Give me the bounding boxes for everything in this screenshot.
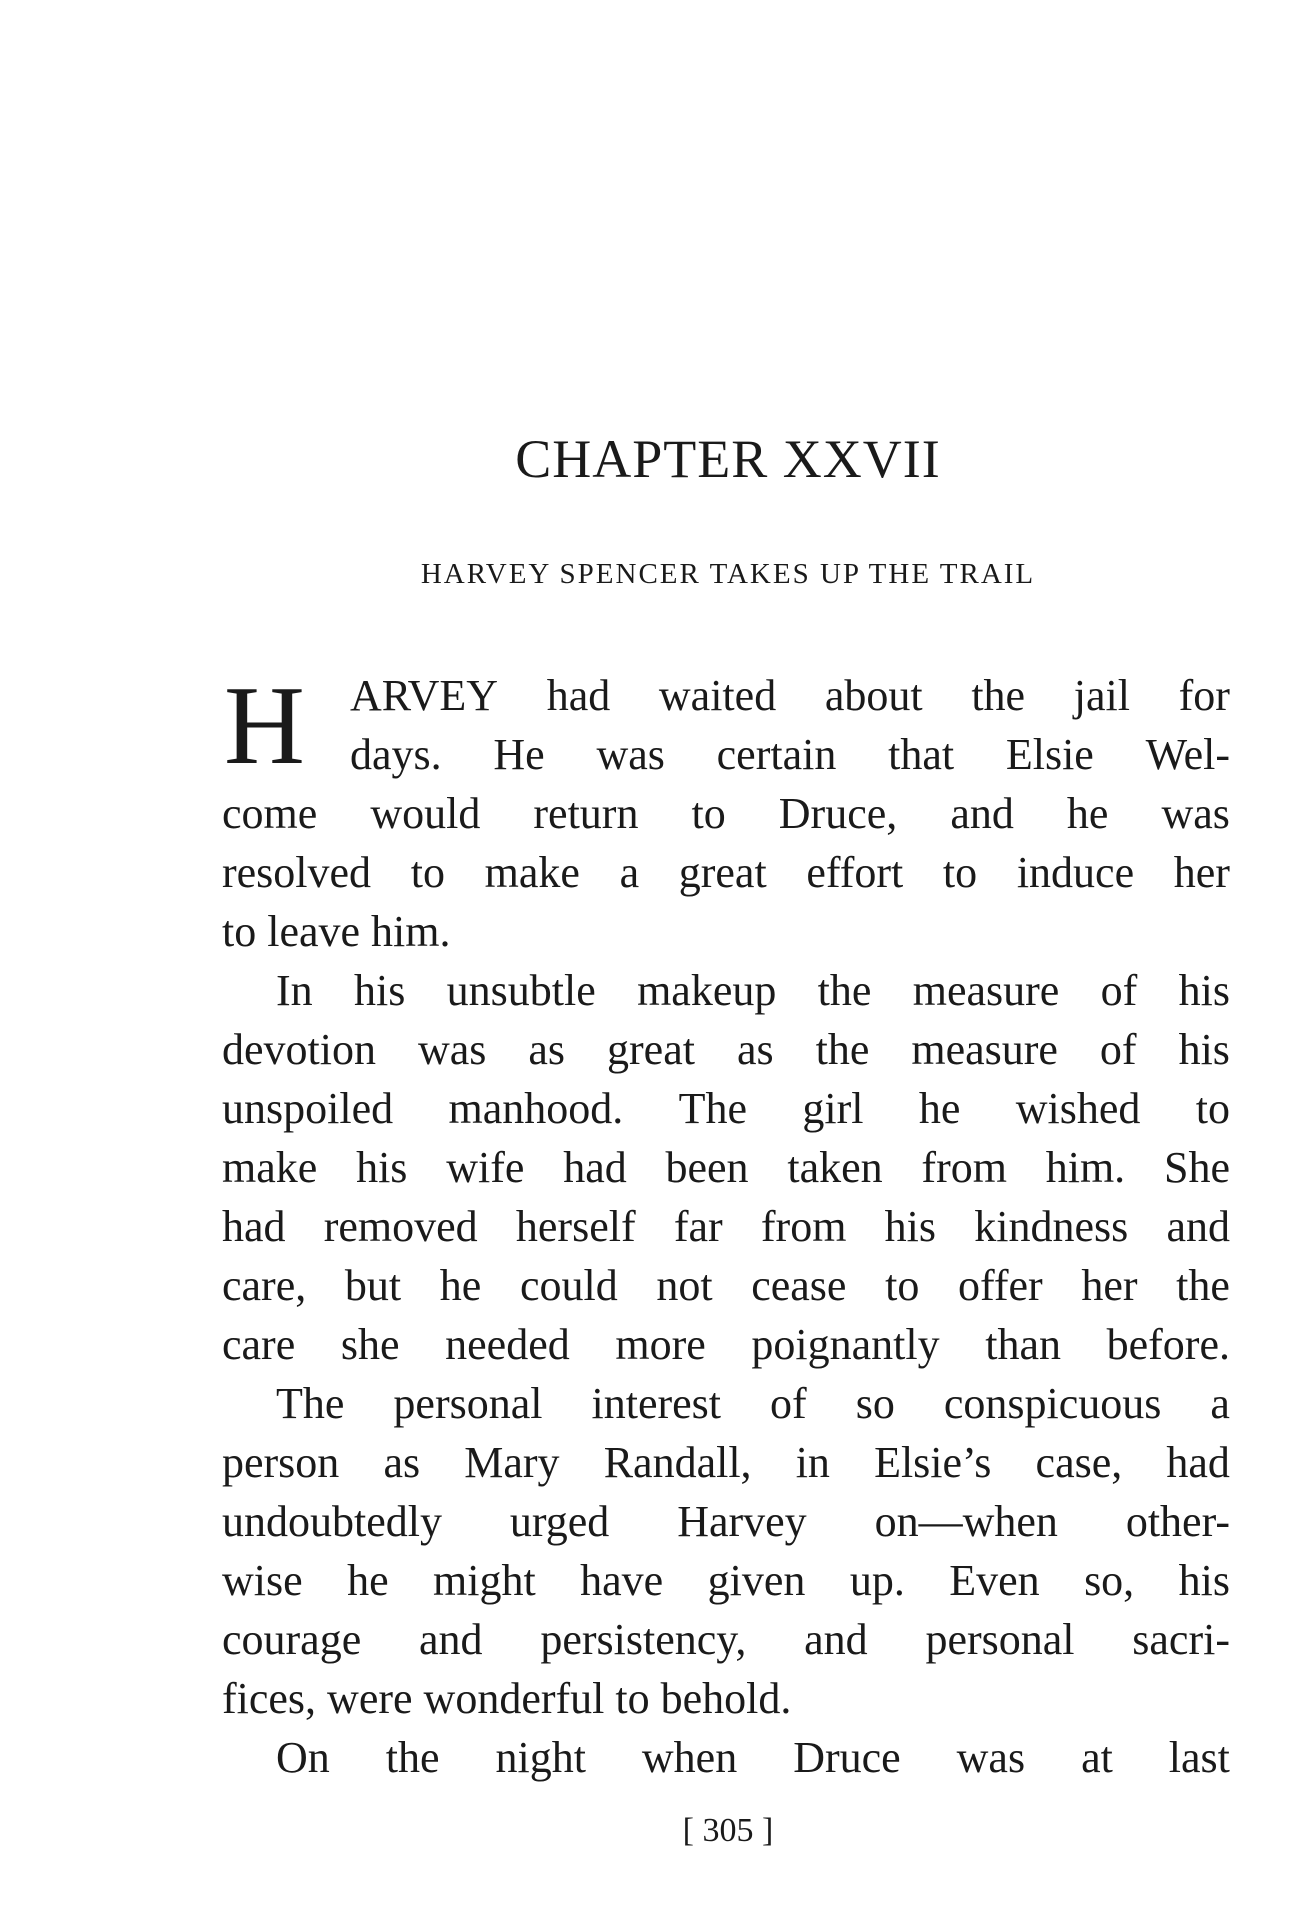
text-line bbox=[222, 1256, 1230, 1315]
word: to bbox=[1195, 1084, 1230, 1133]
word: to bbox=[410, 848, 445, 897]
word: wife bbox=[446, 1143, 525, 1192]
word: a bbox=[1210, 1379, 1230, 1428]
word: The bbox=[276, 1379, 345, 1428]
word: as bbox=[736, 1025, 774, 1074]
word: kindness bbox=[974, 1202, 1129, 1251]
word: come bbox=[222, 789, 318, 838]
word: taken bbox=[787, 1143, 883, 1192]
word: and bbox=[1166, 1202, 1230, 1251]
word: care bbox=[222, 1320, 296, 1369]
word: to bbox=[691, 789, 726, 838]
word: a bbox=[619, 848, 640, 897]
word: night bbox=[495, 1733, 586, 1782]
word: of bbox=[1099, 1025, 1137, 1074]
text-line bbox=[222, 1020, 1230, 1079]
word: and bbox=[950, 789, 1014, 838]
word: was bbox=[417, 1025, 487, 1074]
word: needed bbox=[445, 1320, 570, 1369]
word: could bbox=[519, 1261, 618, 1310]
word: urged bbox=[509, 1497, 610, 1546]
word: Druce, bbox=[778, 789, 898, 838]
word: ARVEY bbox=[350, 671, 499, 720]
word: In bbox=[276, 966, 313, 1015]
word: On bbox=[276, 1733, 330, 1782]
word: jail bbox=[1073, 671, 1130, 720]
word: removed bbox=[323, 1202, 478, 1251]
word: unsubtle bbox=[446, 966, 596, 1015]
word: girl bbox=[802, 1084, 864, 1133]
word: case, bbox=[1035, 1438, 1123, 1487]
word: him. bbox=[1045, 1143, 1126, 1192]
word: Even bbox=[949, 1556, 1040, 1605]
word: great bbox=[678, 848, 767, 897]
word: not bbox=[656, 1261, 713, 1310]
word: his bbox=[884, 1202, 937, 1251]
word: given bbox=[707, 1556, 806, 1605]
word: far bbox=[673, 1202, 723, 1251]
word: the bbox=[817, 966, 872, 1015]
word: been bbox=[665, 1143, 749, 1192]
word: great bbox=[607, 1025, 695, 1074]
word: had bbox=[546, 671, 611, 720]
word: make bbox=[484, 848, 580, 897]
word: at bbox=[1081, 1733, 1113, 1782]
word: sacri- bbox=[1132, 1615, 1230, 1664]
text-line bbox=[222, 1138, 1230, 1197]
word: he bbox=[439, 1261, 482, 1310]
word: manhood. bbox=[448, 1084, 624, 1133]
word: measure bbox=[912, 966, 1060, 1015]
word: to bbox=[942, 848, 978, 897]
word: he bbox=[918, 1084, 961, 1133]
word: in bbox=[795, 1438, 830, 1487]
word: personal bbox=[925, 1615, 1075, 1664]
word: conspicuous bbox=[943, 1379, 1162, 1428]
word: her bbox=[1081, 1261, 1138, 1310]
word: The bbox=[678, 1084, 747, 1133]
text-line bbox=[222, 725, 1230, 784]
word: his bbox=[1178, 1025, 1230, 1074]
chapter-body bbox=[222, 666, 1230, 1787]
word: return bbox=[533, 789, 639, 838]
word: interest bbox=[591, 1379, 722, 1428]
word: courage bbox=[222, 1615, 362, 1664]
text-line bbox=[222, 784, 1230, 843]
word: waited bbox=[658, 671, 777, 720]
word: care, bbox=[222, 1261, 307, 1310]
word: was bbox=[1161, 789, 1230, 838]
word: undoubtedly bbox=[222, 1497, 442, 1546]
word: so, bbox=[1084, 1556, 1135, 1605]
text-line bbox=[222, 843, 1230, 902]
word: his bbox=[353, 966, 406, 1015]
drop-cap: H bbox=[224, 664, 305, 788]
text-line bbox=[222, 1079, 1230, 1138]
word: make bbox=[222, 1143, 318, 1192]
word: He bbox=[493, 730, 545, 779]
text-line bbox=[222, 1551, 1230, 1610]
word: but bbox=[344, 1261, 402, 1310]
word: had bbox=[1166, 1438, 1230, 1487]
word: cease bbox=[751, 1261, 847, 1310]
text-line bbox=[222, 1315, 1230, 1374]
word: herself bbox=[515, 1202, 636, 1251]
word: poignantly bbox=[751, 1320, 940, 1369]
word: last bbox=[1168, 1733, 1230, 1782]
word: his bbox=[1178, 1556, 1230, 1605]
word: makeup bbox=[637, 966, 777, 1015]
word: on—when bbox=[874, 1497, 1058, 1546]
word: more bbox=[615, 1320, 706, 1369]
word: wished bbox=[1015, 1084, 1141, 1133]
word: the bbox=[1176, 1261, 1230, 1310]
word: and bbox=[419, 1615, 483, 1664]
word: from bbox=[760, 1202, 847, 1251]
word: of bbox=[770, 1379, 807, 1428]
word: would bbox=[370, 789, 481, 838]
word: Mary bbox=[464, 1438, 560, 1487]
chapter-subtitle: HARVEY SPENCER TAKES UP THE TRAIL bbox=[420, 558, 1036, 590]
word: to bbox=[885, 1261, 920, 1310]
text-line bbox=[222, 666, 1230, 725]
text-line bbox=[222, 1610, 1230, 1669]
word: induce bbox=[1016, 848, 1135, 897]
word: offer bbox=[957, 1261, 1043, 1310]
word: have bbox=[580, 1556, 664, 1605]
text-line bbox=[222, 1492, 1230, 1551]
word: devotion bbox=[222, 1025, 376, 1074]
word: she bbox=[340, 1320, 400, 1369]
text-line: fices, were wonderful to behold. bbox=[222, 1674, 792, 1723]
word: as bbox=[528, 1025, 566, 1074]
word: from bbox=[921, 1143, 1007, 1192]
word: wise bbox=[222, 1556, 303, 1605]
text-line bbox=[222, 1197, 1230, 1256]
chapter-heading: CHAPTER XXVII bbox=[515, 429, 941, 489]
word: Elsie bbox=[1005, 730, 1094, 779]
word: before. bbox=[1106, 1320, 1230, 1369]
word: the bbox=[971, 671, 1026, 720]
word: was bbox=[596, 730, 665, 779]
text-line bbox=[222, 961, 1230, 1020]
word: had bbox=[222, 1202, 286, 1251]
word: Randall, bbox=[603, 1438, 752, 1487]
word: the bbox=[815, 1025, 870, 1074]
word: other- bbox=[1125, 1497, 1230, 1546]
text-line bbox=[222, 1728, 1230, 1787]
word: he bbox=[1066, 789, 1109, 838]
word: effort bbox=[806, 848, 904, 897]
word: up. bbox=[849, 1556, 905, 1605]
word: Elsie’s bbox=[874, 1438, 992, 1487]
word: so bbox=[855, 1379, 895, 1428]
word: measure bbox=[911, 1025, 1058, 1074]
word: certain bbox=[716, 730, 837, 779]
word: unspoiled bbox=[222, 1084, 394, 1133]
text-line: to leave him. bbox=[222, 907, 451, 956]
word: his bbox=[1178, 966, 1230, 1015]
word: had bbox=[563, 1143, 627, 1192]
word: of bbox=[1100, 966, 1138, 1015]
word: her bbox=[1173, 848, 1230, 897]
word: person bbox=[222, 1438, 340, 1487]
word: and bbox=[804, 1615, 868, 1664]
word: Druce bbox=[793, 1733, 901, 1782]
word: that bbox=[888, 730, 955, 779]
word: might bbox=[433, 1556, 536, 1605]
text-line bbox=[222, 1374, 1230, 1433]
word: was bbox=[956, 1733, 1026, 1782]
word: the bbox=[385, 1733, 440, 1782]
word: about bbox=[824, 671, 923, 720]
word: as bbox=[383, 1438, 421, 1487]
word: resolved bbox=[222, 848, 372, 897]
word: Wel- bbox=[1145, 730, 1230, 779]
page-number: [ 305 ] bbox=[682, 1812, 774, 1849]
word: persistency, bbox=[540, 1615, 747, 1664]
word: for bbox=[1178, 671, 1230, 720]
word: when bbox=[641, 1733, 738, 1782]
word: than bbox=[985, 1320, 1061, 1369]
word: She bbox=[1163, 1143, 1230, 1192]
word: personal bbox=[393, 1379, 543, 1428]
word: days. bbox=[350, 730, 442, 779]
word: his bbox=[356, 1143, 408, 1192]
word: he bbox=[347, 1556, 389, 1605]
text-line bbox=[222, 1433, 1230, 1492]
word: Harvey bbox=[677, 1497, 807, 1546]
